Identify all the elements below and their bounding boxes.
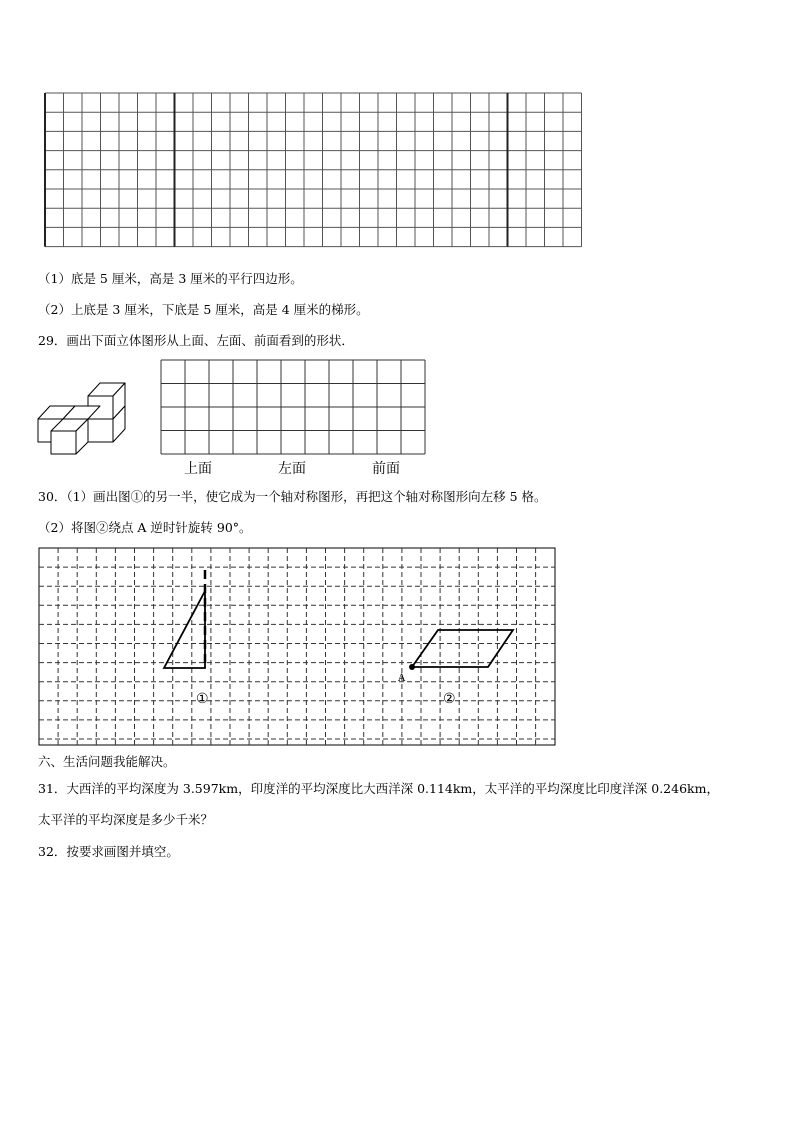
view-label-left: 左面 <box>278 461 306 477</box>
q28-item-2: （2）上底是 3 厘米，下底是 5 厘米，高是 4 厘米的梯形。 <box>38 302 369 317</box>
view-label-top: 上面 <box>184 461 212 477</box>
figure-1-half-triangle <box>164 570 205 668</box>
q28-item-1: （1）底是 5 厘米，高是 3 厘米的平行四边形。 <box>38 271 303 286</box>
q32-prompt: 32．按要求画图并填空。 <box>38 844 179 859</box>
section-6-title: 六、生活问题我能解决。 <box>38 754 176 769</box>
q30-item-1: 30．（1）画出图①的另一半，使它成为一个轴对称图形，再把这个轴对称图形向左移 5 格。 <box>38 489 547 504</box>
view-label-front: 前面 <box>372 461 400 477</box>
q31-line-2: 太平洋的平均深度是多少千米？ <box>38 812 214 827</box>
q30-item-2: （2）将图②绕点 A 逆时针旋转 90°。 <box>38 520 252 535</box>
q31-line-1: 31．大西洋的平均深度为 3.597km，印度洋的平均深度比大西洋深 0.114km，太平洋的平均深度比印度洋深 0.246km， <box>38 781 719 796</box>
figure-2-label: ② <box>443 691 456 707</box>
figure-1-label: ① <box>196 691 209 707</box>
point-a-label: A <box>398 673 406 684</box>
q29-prompt: 29．画出下面立体图形从上面、左面、前面看到的形状． <box>38 333 354 348</box>
